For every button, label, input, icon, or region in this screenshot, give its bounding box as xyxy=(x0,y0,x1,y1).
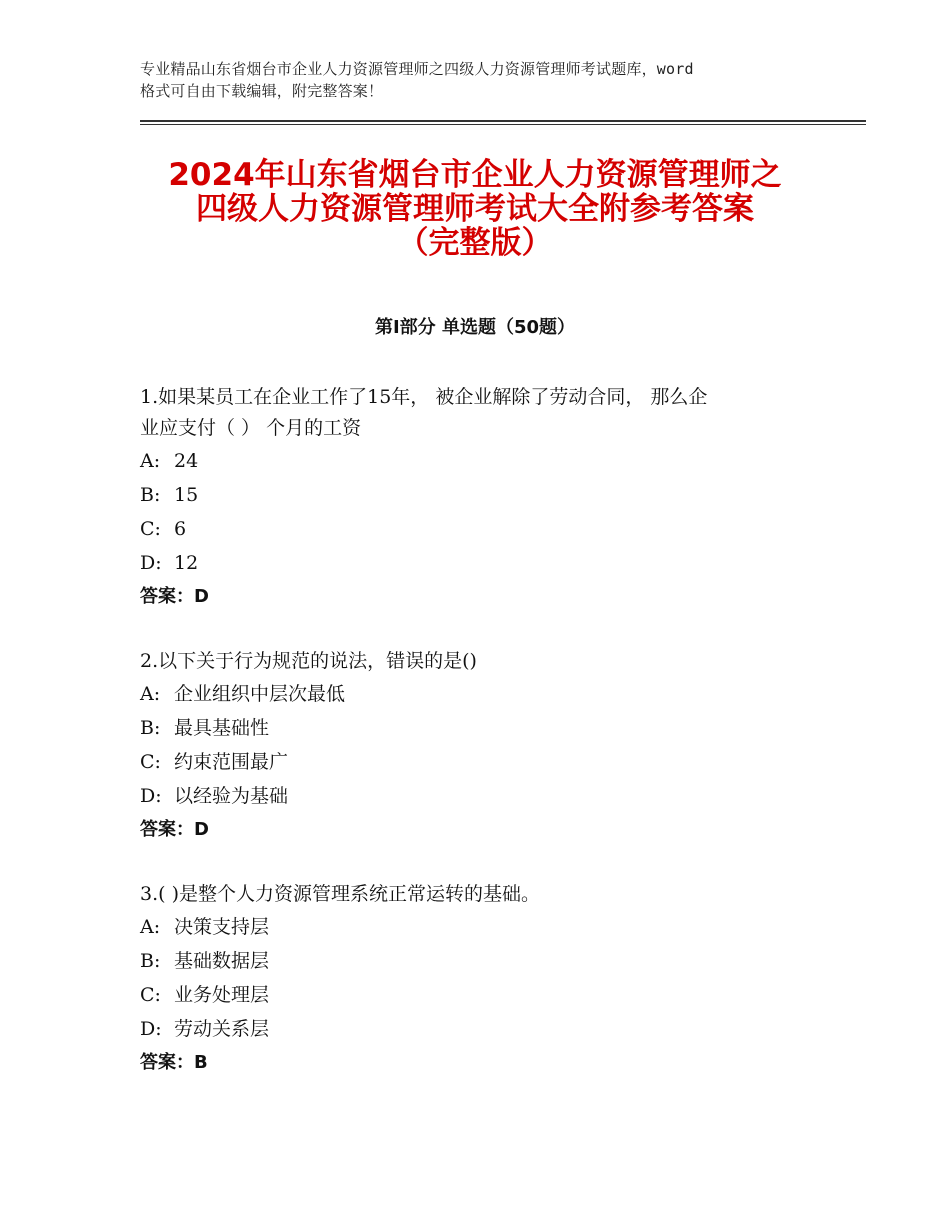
question-stem xyxy=(140,646,820,677)
header-divider-thick xyxy=(140,120,866,122)
option-key: A: xyxy=(140,916,161,938)
option-a xyxy=(140,677,820,711)
answer-label: 答案：D xyxy=(140,819,209,840)
option-key: C: xyxy=(140,984,161,1006)
question-list xyxy=(140,382,820,1112)
option-b xyxy=(140,711,820,745)
option-text: 决策支持层 xyxy=(174,916,270,938)
header-note-line-1: 专业精品山东省烟台市企业人力资源管理师之四级人力资源管理师考试题库，word xyxy=(140,60,694,78)
option-text: 最具基础性 xyxy=(174,717,270,739)
option-key: D: xyxy=(140,785,162,807)
option-b xyxy=(140,478,820,512)
option-key: C: xyxy=(140,751,161,773)
option-c xyxy=(140,745,820,779)
question-stem xyxy=(140,382,820,444)
option-key: D: xyxy=(140,552,162,574)
question-2 xyxy=(140,646,820,847)
option-text: 约束范围最广 xyxy=(174,751,289,773)
option-text: 24 xyxy=(174,450,199,472)
section-heading: 第Ⅰ部分 单选题（50题） xyxy=(374,317,575,338)
option-text: 12 xyxy=(174,552,199,574)
option-text: 企业组织中层次最低 xyxy=(174,683,346,705)
option-key: B: xyxy=(140,717,161,739)
option-a xyxy=(140,910,820,944)
document-title xyxy=(100,158,850,260)
question-stem-line-1: 3.( )是整个人力资源管理系统正常运转的基础。 xyxy=(140,883,540,905)
option-key: C: xyxy=(140,518,161,540)
option-key: B: xyxy=(140,950,161,972)
question-stem xyxy=(140,879,820,910)
answer-label: 答案：B xyxy=(140,1052,208,1073)
option-text: 6 xyxy=(174,518,187,540)
header-divider-thin xyxy=(140,124,866,125)
option-text: 以经验为基础 xyxy=(174,785,289,807)
option-c xyxy=(140,512,820,546)
option-c xyxy=(140,978,820,1012)
header-note xyxy=(140,58,820,102)
option-d xyxy=(140,546,820,580)
option-key: D: xyxy=(140,1018,162,1040)
option-key: B: xyxy=(140,484,161,506)
option-d xyxy=(140,1012,820,1046)
option-text: 基础数据层 xyxy=(174,950,270,972)
option-key: A: xyxy=(140,683,161,705)
option-a xyxy=(140,444,820,478)
title-line-2: 四级人力资源管理师考试大全附参考答案 xyxy=(196,191,754,227)
question-1 xyxy=(140,382,820,614)
answer-label: 答案：D xyxy=(140,586,209,607)
option-b xyxy=(140,944,820,978)
header-note-line-2: 格式可自由下载编辑，附完整答案！ xyxy=(140,82,384,100)
title-line-3: （完整版） xyxy=(397,225,553,261)
question-stem-line-1: 1.如果某员工在企业工作了15年， 被企业解除了劳动合同， 那么企 xyxy=(140,386,708,408)
question-3 xyxy=(140,879,820,1080)
option-text: 业务处理层 xyxy=(174,984,270,1006)
question-stem-line-1: 2.以下关于行为规范的说法，错误的是() xyxy=(140,650,477,672)
option-text: 劳动关系层 xyxy=(174,1018,270,1040)
question-stem-line-2: 业应支付（ ） 个月的工资 xyxy=(140,417,362,439)
option-key: A: xyxy=(140,450,161,472)
title-line-1: 2024年山东省烟台市企业人力资源管理师之 xyxy=(168,157,782,193)
option-text: 15 xyxy=(174,484,199,506)
option-d xyxy=(140,779,820,813)
